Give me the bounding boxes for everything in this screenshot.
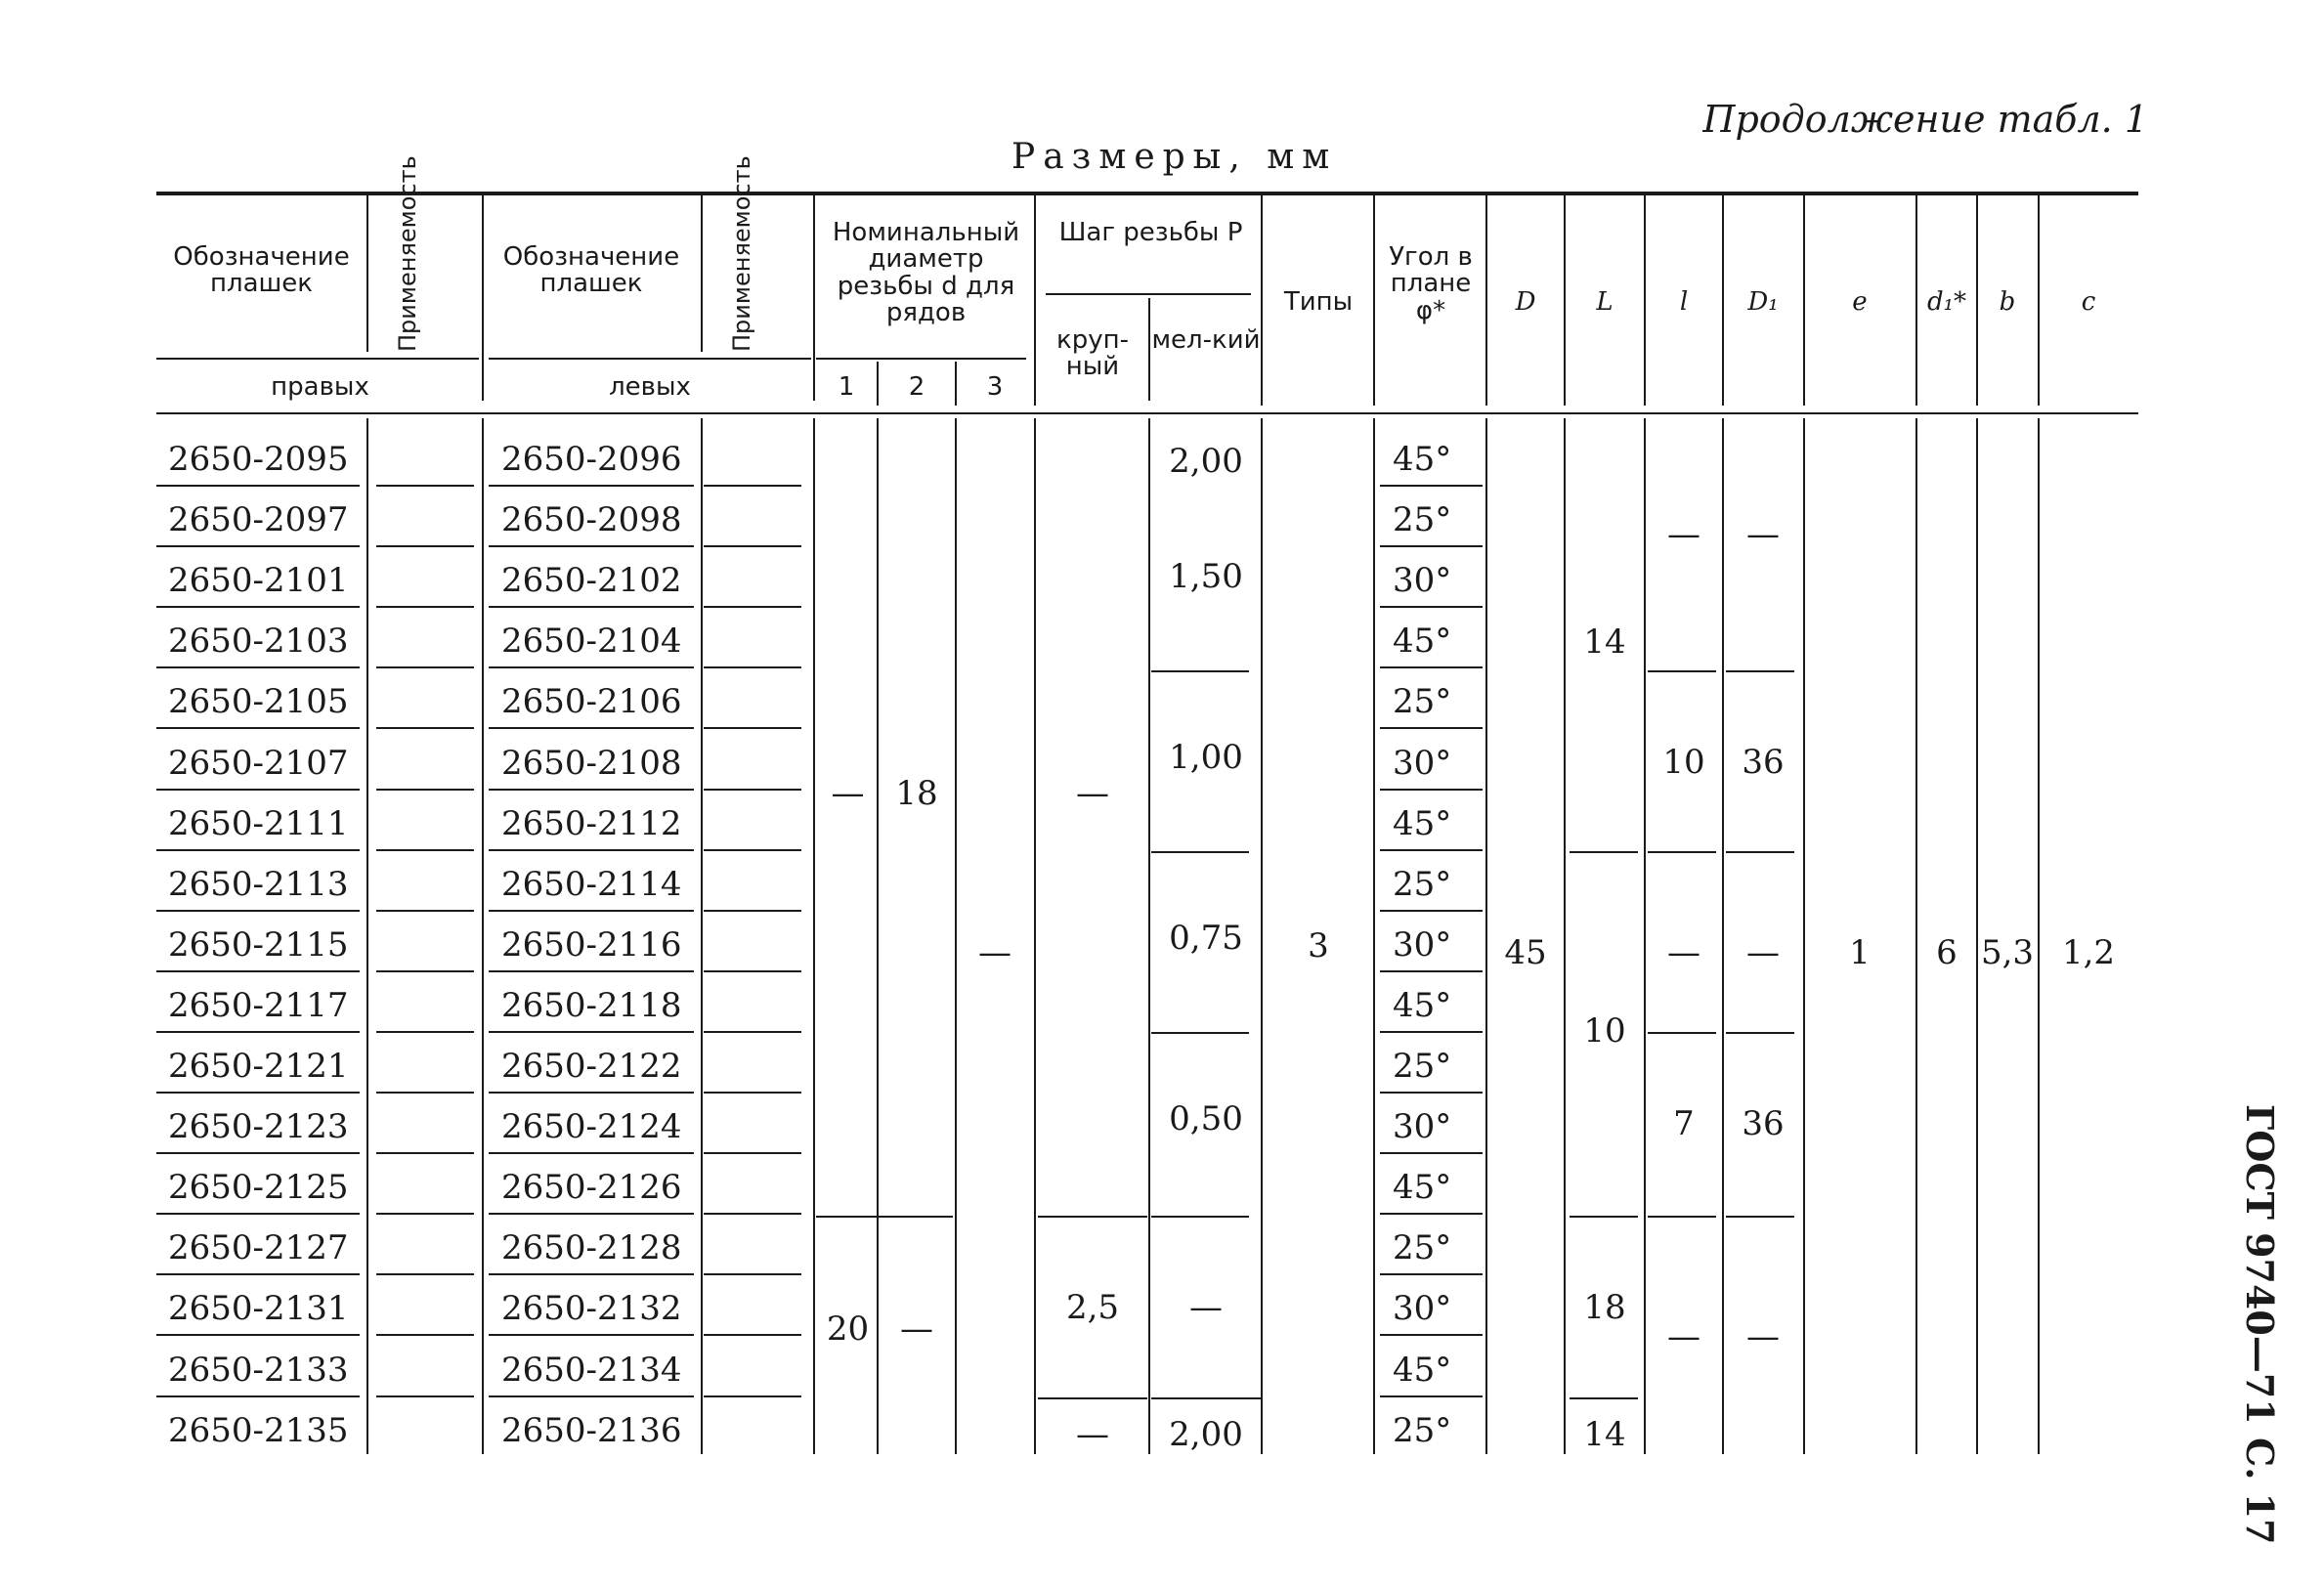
angle-value: 25° [1393, 864, 1452, 904]
header-types: Типы [1283, 287, 1354, 317]
d-row1-dash: — [831, 774, 865, 813]
designation-right: 2650-2131 [168, 1289, 349, 1329]
c-value: 1,2 [2061, 933, 2116, 972]
designation-right: 2650-2097 [168, 500, 349, 540]
d-row2-dash: — [900, 1309, 933, 1349]
types-value: 3 [1308, 926, 1329, 966]
angle-value: 45° [1393, 1168, 1452, 1208]
angle-value: 30° [1393, 743, 1452, 783]
designation-right: 2650-2133 [168, 1350, 349, 1390]
l-7: 7 [1673, 1104, 1695, 1143]
angle-value: 25° [1393, 1228, 1452, 1268]
fine-2-00-last: 2,00 [1169, 1415, 1243, 1454]
designation-right: 2650-2103 [168, 622, 349, 662]
angle-value: 45° [1393, 1350, 1452, 1390]
l-10: 10 [1662, 743, 1705, 782]
L-10: 10 [1583, 1011, 1626, 1051]
header-designation-left: Обозначение плашек [502, 242, 680, 299]
angle-value: 30° [1393, 1289, 1452, 1329]
d-row2-18: 18 [895, 774, 938, 813]
designation-left: 2650-2112 [501, 803, 682, 843]
fine-1-50: 1,50 [1169, 557, 1243, 596]
header-L: L [1596, 287, 1614, 317]
angle-value: 25° [1393, 500, 1452, 540]
e-value: 1 [1849, 933, 1871, 972]
designation-right: 2650-2121 [168, 1047, 349, 1086]
angle-value: 25° [1393, 1047, 1452, 1086]
designation-left: 2650-2104 [501, 622, 682, 662]
l-dash-1: — [1667, 515, 1700, 554]
l-dash-3: — [1667, 1317, 1700, 1356]
header-row-1: 1 [838, 372, 855, 402]
designation-right: 2650-2113 [168, 864, 349, 904]
L-14: 14 [1583, 622, 1626, 662]
angle-value: 30° [1393, 924, 1452, 965]
D1-dash-1: — [1746, 515, 1780, 554]
designation-left: 2650-2128 [501, 1228, 682, 1268]
header-applicability-1: Применяемость [394, 155, 421, 352]
l-dash-2: — [1667, 933, 1700, 972]
designation-right: 2650-2107 [168, 743, 349, 783]
designation-right: 2650-2115 [168, 924, 349, 965]
designation-left: 2650-2106 [501, 682, 682, 722]
designation-right: 2650-2125 [168, 1168, 349, 1208]
coarse-2-5: 2,5 [1065, 1288, 1120, 1327]
D1-36-second: 36 [1742, 1104, 1785, 1143]
header-D1: D₁ [1747, 287, 1779, 317]
angle-value: 30° [1393, 1107, 1452, 1147]
L-14-last: 14 [1583, 1415, 1626, 1454]
d1-value: 6 [1936, 933, 1958, 972]
units-title: Размеры, мм [1011, 137, 1338, 177]
angle-value: 45° [1393, 985, 1452, 1025]
header-row-3: 3 [986, 372, 1004, 402]
header-left-label: левых [609, 372, 691, 402]
designation-left: 2650-2132 [501, 1289, 682, 1329]
gost-side-stamp: ГОСТ 9740—71 С. 17 [2238, 1104, 2282, 1545]
fine-dash: — [1189, 1288, 1223, 1327]
header-thread-pitch: Шаг резьбы P [1058, 218, 1243, 247]
designation-left: 2650-2114 [501, 864, 682, 904]
header-l: l [1679, 287, 1689, 317]
angle-value: 25° [1393, 1410, 1452, 1450]
coarse-dash: — [1076, 774, 1109, 813]
designation-left: 2650-2096 [501, 440, 682, 479]
designation-right: 2650-2095 [168, 440, 349, 479]
header-d1: d₁* [1926, 287, 1967, 317]
header-row-2: 2 [908, 372, 925, 402]
designation-left: 2650-2116 [501, 924, 682, 965]
header-fine: мел-кий [1151, 325, 1261, 355]
header-D: D [1515, 287, 1536, 317]
coarse-dash-last: — [1076, 1415, 1109, 1454]
header-nominal-diameter: Номинальный диаметр резьбы d для рядов [832, 218, 1020, 327]
angle-value: 45° [1393, 622, 1452, 662]
designation-right: 2650-2135 [168, 1410, 349, 1450]
L-18: 18 [1583, 1288, 1626, 1327]
designation-left: 2650-2134 [501, 1350, 682, 1390]
designation-left: 2650-2136 [501, 1410, 682, 1450]
angle-value: 25° [1393, 682, 1452, 722]
header-c: c [2081, 287, 2096, 317]
designation-right: 2650-2105 [168, 682, 349, 722]
designation-left: 2650-2122 [501, 1047, 682, 1086]
designation-right: 2650-2123 [168, 1107, 349, 1147]
fine-0-75: 0,75 [1169, 919, 1243, 958]
designation-right: 2650-2117 [168, 985, 349, 1025]
b-value: 5,3 [1980, 933, 2035, 972]
fine-2-00: 2,00 [1169, 442, 1243, 481]
header-right-label: правых [271, 372, 369, 402]
designation-left: 2650-2124 [501, 1107, 682, 1147]
header-coarse: круп-ный [1056, 325, 1129, 382]
D1-dash-2: — [1746, 933, 1780, 972]
D-value: 45 [1504, 933, 1547, 972]
designation-left: 2650-2098 [501, 500, 682, 540]
angle-value: 45° [1393, 803, 1452, 843]
header-b: b [1999, 287, 2016, 317]
fine-0-50: 0,50 [1169, 1099, 1243, 1138]
header-designation-right: Обозначение плашек [173, 242, 350, 299]
designation-right: 2650-2127 [168, 1228, 349, 1268]
angle-value: 30° [1393, 561, 1452, 601]
designation-left: 2650-2126 [501, 1168, 682, 1208]
D1-36: 36 [1742, 743, 1785, 782]
d-row3-dash: — [978, 933, 1011, 972]
table-continuation-caption: Продолжение табл. 1 [1702, 98, 2148, 141]
header-e: e [1852, 287, 1868, 317]
header-angle: Угол в плане φ* [1389, 242, 1473, 325]
designation-left: 2650-2108 [501, 743, 682, 783]
d-row1-20: 20 [826, 1309, 870, 1349]
D1-dash-3: — [1746, 1317, 1780, 1356]
header-applicability-2: Применяемость [728, 155, 755, 352]
designation-left: 2650-2118 [501, 985, 682, 1025]
angle-value: 45° [1393, 440, 1452, 479]
designation-left: 2650-2102 [501, 561, 682, 601]
fine-1-00: 1,00 [1169, 738, 1243, 777]
designation-right: 2650-2101 [168, 561, 349, 601]
designation-right: 2650-2111 [168, 803, 349, 843]
